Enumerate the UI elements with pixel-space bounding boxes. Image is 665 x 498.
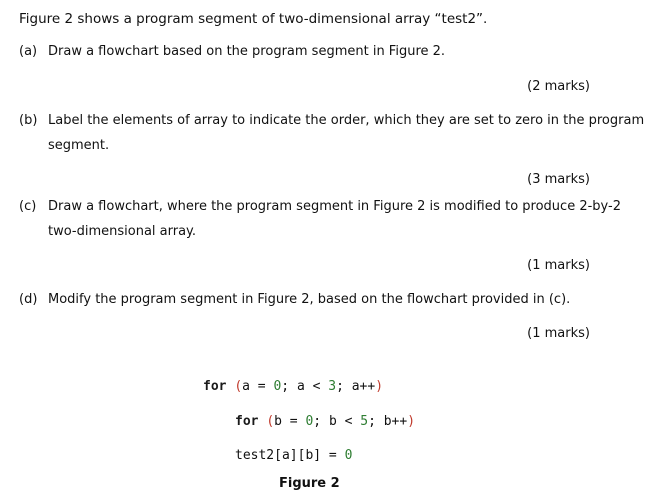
separator: ; — [281, 379, 290, 394]
paren-open: ( — [234, 379, 243, 394]
question-label: (d) — [19, 292, 38, 307]
figure-caption: Figure 2 — [279, 476, 340, 491]
array-access: test2[a][b] — [235, 448, 322, 463]
code-line-inner-loop — [235, 414, 415, 429]
loop-var: b — [274, 414, 282, 429]
loop-var: b — [328, 414, 337, 429]
number: 3 — [328, 379, 337, 394]
intro-text: Figure 2 shows a program segment of two-dimensional array “test2”. — [19, 11, 488, 27]
separator: ; — [336, 379, 344, 394]
question-text-line: Draw a flowchart based on the program segment in Figure 2. — [48, 44, 446, 59]
marks-label: (1 marks) — [527, 326, 590, 341]
number: 0 — [305, 414, 314, 429]
separator: ; — [313, 414, 322, 429]
increment: b++ — [383, 414, 408, 429]
question-text-line: segment. — [48, 138, 110, 153]
operator: < — [344, 414, 353, 429]
question-text-line: Modify the program segment in Figure 2, based on the flowchart provided in (c). — [48, 292, 571, 307]
operator: < — [312, 379, 321, 394]
for-keyword: for — [235, 414, 259, 429]
operator: = — [328, 448, 337, 463]
paren-close: ) — [375, 379, 384, 394]
question-text-line: two-dimensional array. — [48, 224, 197, 239]
marks-label: (2 marks) — [527, 79, 590, 94]
question-label: (c) — [19, 199, 37, 214]
separator: ; — [368, 414, 376, 429]
question-text-line: Label the elements of array to indicate the order, which they are set to zero in the program — [48, 113, 645, 128]
marks-label: (3 marks) — [527, 172, 590, 187]
code-line-assignment — [235, 448, 352, 463]
loop-var: a — [296, 379, 305, 394]
paren-close: ) — [407, 414, 416, 429]
paren-open: ( — [266, 414, 275, 429]
operator: = — [289, 414, 298, 429]
number: 0 — [344, 448, 353, 463]
question-text-line: Draw a flowchart, where the program segment in Figure 2 is modified to produce 2-by-2 — [48, 199, 621, 214]
question-label: (b) — [19, 113, 38, 128]
code-line-outer-loop — [203, 379, 383, 394]
loop-var: a — [242, 379, 250, 394]
marks-label: (1 marks) — [527, 258, 590, 273]
question-label: (a) — [19, 44, 38, 59]
number: 5 — [360, 414, 369, 429]
number: 0 — [273, 379, 282, 394]
for-keyword: for — [203, 379, 227, 394]
increment: a++ — [351, 379, 376, 394]
operator: = — [257, 379, 266, 394]
